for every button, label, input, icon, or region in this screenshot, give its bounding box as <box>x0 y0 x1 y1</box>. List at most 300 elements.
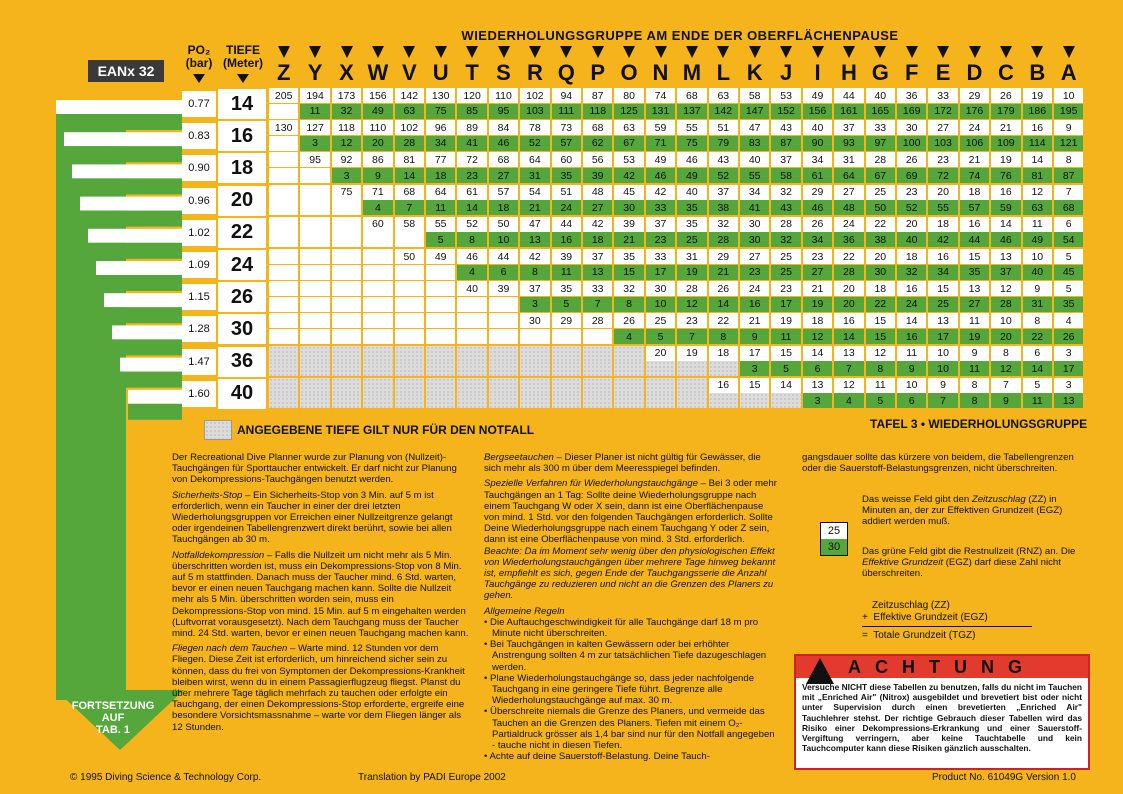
time-adjustment-cell: 20 <box>928 185 957 200</box>
no-deco-limit-cell: 24 <box>552 200 581 215</box>
group-arrow-icon <box>309 46 321 58</box>
time-adjustment-cell <box>269 185 298 200</box>
time-adjustment-cell <box>457 313 486 328</box>
no-deco-limit-cell <box>489 361 518 376</box>
no-deco-limit-cell: 156 <box>803 104 832 119</box>
no-deco-limit-cell: 72 <box>928 168 957 183</box>
no-deco-limit-cell <box>332 200 361 215</box>
no-deco-limit-cell: 50 <box>866 200 895 215</box>
time-adjustment-cell: 51 <box>709 120 738 135</box>
no-deco-limit-cell: 17 <box>771 297 800 312</box>
time-adjustment-cell: 11 <box>897 346 926 361</box>
no-deco-limit-cell: 131 <box>646 104 675 119</box>
general-rule-item <box>484 639 780 673</box>
time-adjustment-cell: 87 <box>583 88 612 103</box>
time-adjustment-cell: 27 <box>928 120 957 135</box>
bullet-icon: • <box>484 672 491 684</box>
no-deco-limit-cell <box>269 393 298 408</box>
time-adjustment-cell: 68 <box>395 185 424 200</box>
time-adjustment-cell: 60 <box>363 217 392 232</box>
po2-value: 1.47 <box>182 349 216 375</box>
group-arrow-icon <box>278 46 290 58</box>
no-deco-limit-cell: 62 <box>583 136 612 151</box>
group-arrow-icon <box>937 46 949 58</box>
time-adjustment-cell: 80 <box>614 88 643 103</box>
time-adjustment-cell: 20 <box>646 346 675 361</box>
time-adjustment-cell: 32 <box>709 217 738 232</box>
depth-value: 36 <box>218 347 266 377</box>
no-deco-limit-cell: 41 <box>457 136 486 151</box>
arrow-stripe-green <box>104 307 182 323</box>
group-arrow-icon <box>529 46 541 58</box>
general-rule-text: Die Auftauchgeschwindigkeit für alle Tauchgänge darf 18 m pro Minute nicht überschreiten. <box>490 616 759 640</box>
group-letter-d: D <box>966 60 983 85</box>
footer-copyright: © 1995 Diving Science & Technology Corp. <box>70 772 262 783</box>
no-deco-limit-cell: 111 <box>552 104 581 119</box>
time-adjustment-cell: 37 <box>834 120 863 135</box>
no-deco-limit-cell: 42 <box>614 168 643 183</box>
no-deco-limit-cell: 12 <box>332 136 361 151</box>
time-adjustment-cell: 130 <box>269 120 298 135</box>
time-adjustment-cell: 10 <box>928 346 957 361</box>
arrow-stripe-white <box>120 358 182 372</box>
time-adjustment-cell: 14 <box>897 313 926 328</box>
time-adjustment-cell: 102 <box>520 88 549 103</box>
no-deco-limit-cell: 4 <box>363 200 392 215</box>
no-deco-limit-cell: 24 <box>897 297 926 312</box>
table-caption: TAFEL 3 • WIEDERHOLUNGSGRUPPE <box>870 417 1088 431</box>
no-deco-limit-cell: 37 <box>991 265 1020 280</box>
time-adjustment-cell: 37 <box>583 249 612 264</box>
no-deco-limit-cell: 67 <box>614 136 643 151</box>
no-deco-limit-cell <box>709 361 738 376</box>
no-deco-limit-cell: 103 <box>520 104 549 119</box>
time-adjustment-cell: 74 <box>646 88 675 103</box>
no-deco-limit-cell: 6 <box>803 361 832 376</box>
group-letter-i: I <box>814 60 821 85</box>
no-deco-limit-cell: 103 <box>928 136 957 151</box>
time-adjustment-cell: 42 <box>520 249 549 264</box>
time-adjustment-cell <box>363 378 392 393</box>
time-adjustment-cell: 64 <box>520 152 549 167</box>
time-adjustment-cell: 173 <box>332 88 361 103</box>
depth-value: 24 <box>218 250 266 280</box>
no-deco-limit-cell: 41 <box>740 200 769 215</box>
no-deco-limit-cell: 8 <box>614 297 643 312</box>
no-deco-limit-cell: 75 <box>426 104 455 119</box>
time-adjustment-cell: 49 <box>646 152 675 167</box>
time-adjustment-cell: 26 <box>709 281 738 296</box>
white-note-a: Das weisse Feld gibt den <box>862 494 972 505</box>
eanx-label: EANx 32 <box>88 60 164 82</box>
po2-value: 0.83 <box>182 123 216 149</box>
no-deco-limit-cell: 8 <box>709 329 738 344</box>
flying-paragraph <box>172 643 470 733</box>
no-deco-limit-cell: 30 <box>740 232 769 247</box>
no-deco-limit-cell <box>363 329 392 344</box>
no-deco-limit-cell <box>552 361 581 376</box>
time-adjustment-cell: 21 <box>991 120 1020 135</box>
no-deco-limit-cell <box>269 361 298 376</box>
time-adjustment-cell: 22 <box>834 249 863 264</box>
time-adjustment-cell <box>614 378 643 393</box>
time-adjustment-cell: 37 <box>646 217 675 232</box>
time-adjustment-cell <box>363 281 392 296</box>
no-deco-limit-cell <box>583 329 612 344</box>
time-adjustment-cell: 44 <box>834 88 863 103</box>
no-deco-limit-cell: 11 <box>426 200 455 215</box>
time-adjustment-cell: 11 <box>1023 217 1052 232</box>
group-letter-t: T <box>465 60 479 85</box>
no-deco-limit-cell: 11 <box>1023 393 1052 408</box>
altitude-paragraph <box>484 452 780 474</box>
group-letter-y: Y <box>307 60 323 85</box>
no-deco-limit-cell: 147 <box>740 104 769 119</box>
time-adjustment-cell: 58 <box>740 88 769 103</box>
group-arrow-icon <box>466 46 478 58</box>
time-adjustment-cell <box>520 346 549 361</box>
no-deco-limit-cell: 30 <box>614 200 643 215</box>
arrow-stripe-white <box>128 390 182 404</box>
no-deco-limit-cell: 64 <box>834 168 863 183</box>
time-adjustment-cell: 14 <box>803 346 832 361</box>
time-adjustment-cell: 47 <box>520 217 549 232</box>
no-deco-limit-cell: 114 <box>1023 136 1052 151</box>
time-adjustment-cell <box>269 378 298 393</box>
time-adjustment-cell: 95 <box>300 152 329 167</box>
time-adjustment-cell: 27 <box>740 249 769 264</box>
group-letter-o: O <box>620 60 638 85</box>
po2-value: 1.60 <box>182 381 216 407</box>
group-arrow-icon <box>686 46 698 58</box>
time-adjustment-cell <box>300 313 329 328</box>
time-adjustment-cell: 44 <box>489 249 518 264</box>
time-adjustment-cell <box>646 378 675 393</box>
time-adjustment-cell: 21 <box>740 313 769 328</box>
bullet-icon: • <box>484 616 491 628</box>
arrow-stripe-green <box>96 275 182 291</box>
time-adjustment-cell: 37 <box>520 281 549 296</box>
arrow-stripe-green <box>72 178 182 194</box>
time-adjustment-cell: 3 <box>1054 346 1083 361</box>
time-adjustment-cell: 13 <box>960 281 989 296</box>
example-green-value: 30 <box>821 539 847 555</box>
time-adjustment-cell: 25 <box>771 249 800 264</box>
altitude-text: – Dieser Planer ist nicht gültig für Gewässer, die sich mehr als 300 m über dem Meeresspiegel befinden. <box>484 452 761 475</box>
group-letter-w: W <box>367 60 389 85</box>
no-deco-limit-cell: 93 <box>834 136 863 151</box>
depth-value: 26 <box>218 282 266 312</box>
no-deco-limit-cell <box>614 393 643 408</box>
no-deco-limit-cell <box>395 297 424 312</box>
time-adjustment-cell: 40 <box>457 281 486 296</box>
arrow-stripe-white <box>104 293 182 307</box>
no-deco-limit-cell: 9 <box>740 329 769 344</box>
text-column-2 <box>484 452 780 762</box>
time-adjustment-cell: 18 <box>897 249 926 264</box>
no-deco-limit-cell: 95 <box>489 104 518 119</box>
group-arrow-icon <box>874 46 886 58</box>
group-letter-j: J <box>779 60 793 85</box>
time-adjustment-cell: 11 <box>960 313 989 328</box>
time-adjustment-cell <box>426 313 455 328</box>
no-deco-limit-cell: 172 <box>928 104 957 119</box>
no-deco-limit-cell <box>300 265 329 280</box>
time-adjustment-cell: 86 <box>363 152 392 167</box>
general-rule-text: Achte auf deine Sauerstoff-Belastung. Deine Tauch- <box>489 751 710 763</box>
depth-value: 20 <box>218 186 266 216</box>
no-deco-limit-cell: 13 <box>1054 393 1083 408</box>
no-deco-limit-cell <box>363 393 392 408</box>
group-title: WIEDERHOLUNGSGRUPPE AM ENDE DER OBERFLÄCHENPAUSE <box>461 28 899 43</box>
no-deco-limit-cell: 14 <box>834 329 863 344</box>
no-deco-limit-cell: 25 <box>771 265 800 280</box>
time-adjustment-cell: 28 <box>866 152 895 167</box>
no-deco-limit-cell: 109 <box>991 136 1020 151</box>
time-adjustment-cell <box>363 346 392 361</box>
no-deco-limit-cell <box>426 393 455 408</box>
no-deco-limit-cell <box>457 329 486 344</box>
no-deco-limit-cell: 106 <box>960 136 989 151</box>
no-deco-limit-cell: 74 <box>960 168 989 183</box>
group-arrow-icon <box>780 46 792 58</box>
no-deco-limit-cell <box>520 393 549 408</box>
no-deco-limit-cell: 28 <box>991 297 1020 312</box>
time-adjustment-cell: 51 <box>552 185 581 200</box>
time-adjustment-cell <box>332 346 361 361</box>
no-deco-limit-cell: 52 <box>709 168 738 183</box>
time-adjustment-cell: 59 <box>646 120 675 135</box>
time-adjustment-cell: 58 <box>395 217 424 232</box>
no-deco-limit-cell: 179 <box>991 104 1020 119</box>
no-deco-limit-cell: 35 <box>1054 297 1083 312</box>
time-adjustment-cell: 32 <box>771 185 800 200</box>
beachte-text: Beachte: Da im Moment sehr wenig über den physiologischen Effekt von Wiederholungstauchgängen über mehrere Tage hinweg bekannt ist, empfiehlt es sich, gegen Ende der Tauchgangsserie die Anzahl Tauchgänge zu reduzieren und nicht an die Grenzen des Planers zu gehen. <box>484 545 776 602</box>
time-adjustment-cell: 130 <box>426 88 455 103</box>
no-deco-limit-cell: 23 <box>740 265 769 280</box>
time-adjustment-cell: 33 <box>866 120 895 135</box>
no-deco-limit-cell: 75 <box>677 136 706 151</box>
no-deco-limit-cell <box>332 232 361 247</box>
no-deco-limit-cell: 3 <box>332 168 361 183</box>
time-adjustment-cell: 15 <box>740 378 769 393</box>
time-adjustment-cell: 73 <box>552 120 581 135</box>
no-deco-limit-cell: 11 <box>771 329 800 344</box>
no-deco-limit-cell <box>332 329 361 344</box>
time-adjustment-cell: 22 <box>709 313 738 328</box>
po2-value: 1.02 <box>182 220 216 246</box>
no-deco-limit-cell: 38 <box>866 232 895 247</box>
time-adjustment-cell: 56 <box>583 152 612 167</box>
arrow-stripe-white <box>56 100 182 114</box>
group-arrow-icon <box>969 46 981 58</box>
no-deco-limit-cell: 5 <box>866 393 895 408</box>
no-deco-limit-cell: 28 <box>709 232 738 247</box>
time-adjustment-cell <box>677 378 706 393</box>
time-adjustment-cell: 49 <box>426 249 455 264</box>
no-deco-limit-cell: 9 <box>363 168 392 183</box>
no-deco-limit-cell: 22 <box>1023 329 1052 344</box>
group-letter-f: F <box>904 60 919 85</box>
time-adjustment-cell: 40 <box>740 152 769 167</box>
group-letter-m: M <box>682 60 702 85</box>
time-adjustment-cell: 28 <box>677 281 706 296</box>
time-adjustment-cell <box>395 346 424 361</box>
time-adjustment-cell: 45 <box>614 185 643 200</box>
flying-title: Fliegen nach dem Tauchen <box>172 643 288 655</box>
no-deco-limit-cell: 10 <box>928 361 957 376</box>
bullet-icon: • <box>484 639 491 651</box>
no-deco-limit-cell: 34 <box>426 136 455 151</box>
time-adjustment-cell: 75 <box>332 185 361 200</box>
no-deco-limit-cell: 35 <box>552 168 581 183</box>
no-deco-limit-cell: 22 <box>866 297 895 312</box>
group-letter-k: K <box>746 60 763 85</box>
group-arrow-icon <box>372 46 384 58</box>
emergency-legend-text: ANGEGEBENE TIEFE GILT NUR FÜR DEN NOTFALL <box>237 423 535 437</box>
depth-value: 16 <box>218 121 266 151</box>
time-adjustment-cell: 8 <box>960 378 989 393</box>
arrow-stripe-green <box>80 211 182 227</box>
group-arrow-icon <box>749 46 761 58</box>
safety-stop-paragraph <box>172 490 470 546</box>
time-adjustment-cell: 10 <box>1023 249 1052 264</box>
time-adjustment-cell: 50 <box>489 217 518 232</box>
depth-value: 30 <box>218 314 266 344</box>
time-adjustment-cell: 7 <box>1054 185 1083 200</box>
no-deco-limit-cell: 27 <box>489 168 518 183</box>
depth-header: TIEFE (Meter) <box>222 43 263 70</box>
no-deco-limit-cell: 39 <box>583 168 612 183</box>
time-adjustment-cell <box>363 313 392 328</box>
no-deco-limit-cell <box>677 393 706 408</box>
continued-text: gangsdauer sollte das kürzere von beidem, die Tabellengrenzen oder die Sauerstoff-Belastungsgrenzen, nicht überschreiten. <box>802 452 1074 475</box>
group-letter-n: N <box>652 60 669 85</box>
no-deco-limit-cell: 20 <box>834 297 863 312</box>
time-adjustment-cell: 26 <box>991 88 1020 103</box>
time-adjustment-cell: 37 <box>771 152 800 167</box>
no-deco-limit-cell: 186 <box>1023 104 1052 119</box>
no-deco-limit-cell <box>269 297 298 312</box>
time-adjustment-cell: 68 <box>677 88 706 103</box>
no-deco-limit-cell: 17 <box>646 265 675 280</box>
no-deco-limit-cell: 55 <box>740 168 769 183</box>
no-deco-limit-cell: 87 <box>1054 168 1083 183</box>
no-deco-limit-cell: 17 <box>928 329 957 344</box>
time-adjustment-cell: 110 <box>363 120 392 135</box>
no-deco-limit-cell: 19 <box>803 297 832 312</box>
po2-value: 1.15 <box>182 284 216 310</box>
time-adjustment-cell: 28 <box>583 313 612 328</box>
time-adjustment-cell <box>269 249 298 264</box>
no-deco-limit-cell: 79 <box>709 136 738 151</box>
time-adjustment-cell: 10 <box>991 313 1020 328</box>
time-adjustment-cell <box>489 313 518 328</box>
no-deco-limit-cell: 71 <box>646 136 675 151</box>
no-deco-limit-cell: 125 <box>614 104 643 119</box>
time-adjustment-cell <box>520 378 549 393</box>
no-deco-limit-cell <box>489 393 518 408</box>
no-deco-limit-cell <box>269 265 298 280</box>
no-deco-limit-cell: 31 <box>1023 297 1052 312</box>
example-cell <box>820 522 848 556</box>
no-deco-limit-cell <box>457 297 486 312</box>
no-deco-limit-cell: 23 <box>457 168 486 183</box>
no-deco-limit-cell: 8 <box>960 393 989 408</box>
time-adjustment-cell: 94 <box>552 88 581 103</box>
time-adjustment-cell: 46 <box>457 249 486 264</box>
no-deco-limit-cell: 54 <box>1054 232 1083 247</box>
no-deco-limit-cell: 12 <box>991 361 1020 376</box>
time-adjustment-cell: 14 <box>1023 152 1052 167</box>
time-adjustment-cell: 8 <box>1054 152 1083 167</box>
no-deco-limit-cell: 8 <box>520 265 549 280</box>
no-deco-limit-cell: 63 <box>1023 200 1052 215</box>
time-adjustment-cell: 89 <box>457 120 486 135</box>
group-arrow-icon <box>341 46 353 58</box>
group-arrow-icon <box>812 46 824 58</box>
time-adjustment-cell <box>583 378 612 393</box>
time-adjustment-cell: 68 <box>583 120 612 135</box>
time-adjustment-cell <box>426 281 455 296</box>
group-letter-u: U <box>432 60 449 85</box>
po2-value: 0.90 <box>182 155 216 181</box>
time-adjustment-cell <box>395 313 424 328</box>
general-rule-text: Bei Tauchgängen in kalten Gewässern oder bei erhöhter Anstrengung sollten 4 m zur tatsächlichen Tiefe dazugeschlagen werden. <box>490 639 767 673</box>
no-deco-limit-cell: 42 <box>928 232 957 247</box>
text-column-1 <box>172 452 470 737</box>
time-adjustment-cell: 25 <box>646 313 675 328</box>
no-deco-limit-cell: 21 <box>614 232 643 247</box>
no-deco-limit-cell: 16 <box>897 329 926 344</box>
no-deco-limit-cell <box>457 361 486 376</box>
no-deco-limit-cell: 19 <box>960 329 989 344</box>
special-procedures-title: Spezielle Verfahren für Wiederholungstauchgänge <box>484 478 698 490</box>
group-letter-v: V <box>401 60 417 85</box>
no-deco-limit-cell <box>269 200 298 215</box>
time-adjustment-cell: 13 <box>803 378 832 393</box>
general-rule-text: Plane Wiederholungstauchgänge so, dass jeder nachfolgende Tauchgang in eine geringere Tiefe führt. Begrenze alle Wiederholungstauchgänge auf max. 30 m. <box>490 672 755 707</box>
time-adjustment-cell: 39 <box>614 217 643 232</box>
time-adjustment-cell <box>426 346 455 361</box>
time-adjustment-cell: 63 <box>709 88 738 103</box>
time-adjustment-cell: 24 <box>834 217 863 232</box>
group-letter-q: Q <box>557 60 575 85</box>
no-deco-limit-cell: 18 <box>489 200 518 215</box>
no-deco-limit-cell: 46 <box>489 136 518 151</box>
no-deco-limit-cell <box>426 297 455 312</box>
time-adjustment-cell: 40 <box>803 120 832 135</box>
no-deco-limit-cell <box>300 393 329 408</box>
no-deco-limit-cell: 100 <box>897 136 926 151</box>
po2-value: 1.09 <box>182 252 216 278</box>
time-adjustment-cell: 26 <box>803 217 832 232</box>
time-adjustment-cell: 39 <box>552 249 581 264</box>
no-deco-limit-cell: 27 <box>803 265 832 280</box>
no-deco-limit-cell: 3 <box>740 361 769 376</box>
no-deco-limit-cell <box>395 329 424 344</box>
no-deco-limit-cell: 35 <box>960 265 989 280</box>
arrow-stripe-white <box>80 197 182 211</box>
time-adjustment-cell: 34 <box>740 185 769 200</box>
time-adjustment-cell: 46 <box>677 152 706 167</box>
time-adjustment-cell: 15 <box>960 249 989 264</box>
time-adjustment-cell: 50 <box>395 249 424 264</box>
no-deco-limit-cell: 5 <box>771 361 800 376</box>
time-adjustment-cell: 127 <box>300 120 329 135</box>
time-adjustment-cell <box>332 249 361 264</box>
no-deco-limit-cell <box>332 265 361 280</box>
